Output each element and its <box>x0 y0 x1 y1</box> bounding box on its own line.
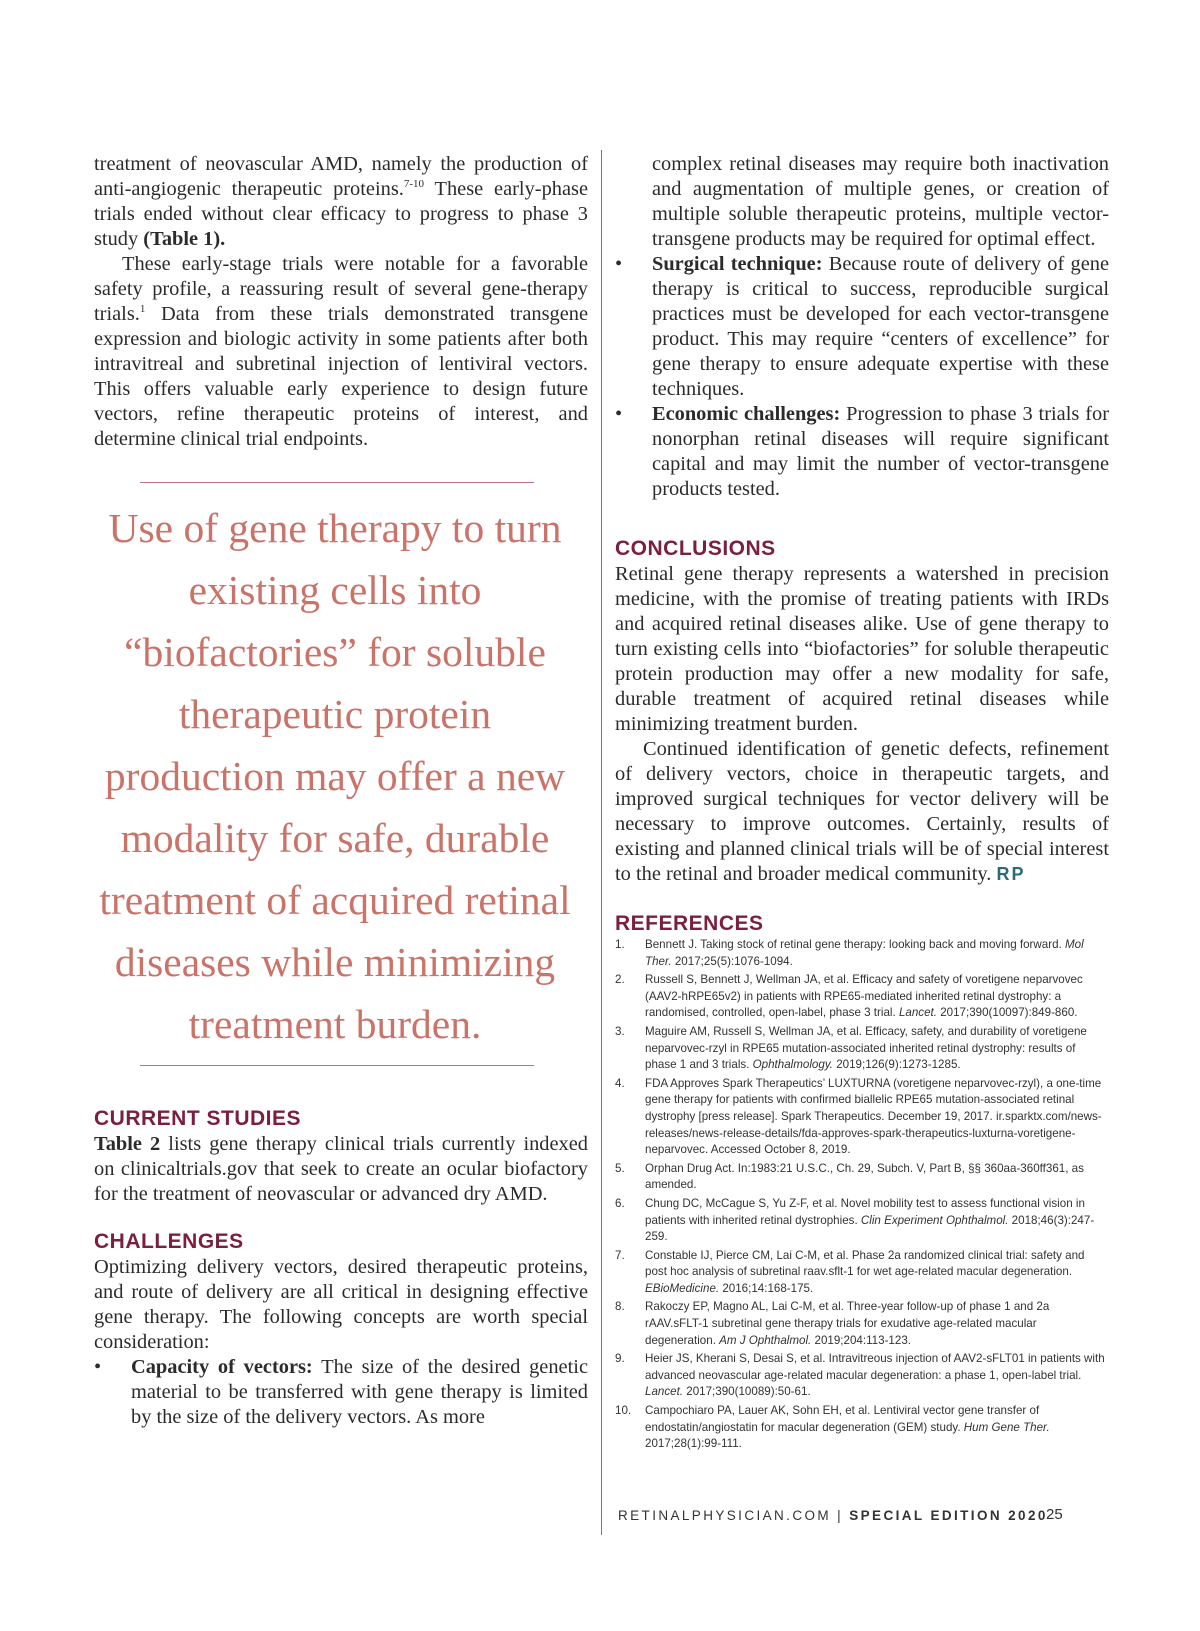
text-run: Russell S, Bennett J, Wellman JA, et al. Efficacy and safety of voretigene neparvovec (AAV2-hRPE65v2) in patients with RPE65-mediated inherited retinal dystrophy: a randomised, controlled, open-label, phase 3 trial. <box>645 973 1083 1020</box>
reference-number: 6. <box>615 1196 625 1210</box>
reference-item <box>615 1076 1109 1159</box>
references-list <box>615 937 1109 1453</box>
text-run: Optimizing delivery vectors, desired therapeutic proteins, and route of delivery are all critical in designing effective gene therapy. The following concepts are worth special consideration: <box>94 1256 588 1353</box>
text-run: Orphan Drug Act. In:1983:21 U.S.C., Ch. 29, Subch. V, Part B, §§ 360aa-360ff361, as amended. <box>645 1161 1084 1192</box>
paragraph <box>615 737 1109 887</box>
pull-quote: Use of gene therapy to turn existing cells into “biofactories” for soluble therapeutic protein production may offer a new modality for safe, durable treatment of acquired retinal diseases while minimizing treatment burden. <box>99 505 571 1047</box>
reference-text <box>645 1025 1087 1071</box>
reference-number: 9. <box>615 1352 625 1366</box>
text-run: These early-stage trials were notable for a favorable safety profile, a reassuring result of several gene-therapy trials. <box>94 253 588 325</box>
text-run: Heier JS, Kherani S, Desai S, et al. Intravitreous injection of AAV2-sFLT01 in patients with advanced neovascular age-related macular degeneration: a phase 1, open-label trial. <box>645 1352 1105 1382</box>
pull-quote-block <box>99 482 571 1066</box>
reference-item <box>615 972 1109 1022</box>
page-footer <box>618 1508 1048 1523</box>
list-item-text <box>131 1356 588 1428</box>
reference-text <box>645 1162 1084 1192</box>
text-run: Continued identification of genetic defects, refinement of delivery vectors, choice in therapeutic targets, and improved surgical techniques for vector delivery will be necessary to improve outcomes. Certainly, results of existing and planned clinical trials will be of special interest to the retinal and broader medical community. <box>615 738 1109 885</box>
page-number: 25 <box>1046 1506 1063 1523</box>
challenges-list-continued <box>615 152 1109 502</box>
reference-text <box>645 938 1084 968</box>
column-divider <box>601 150 602 1535</box>
reference-number: 1. <box>615 938 625 951</box>
reference-text <box>645 1249 1084 1295</box>
text-run: 2017;390(10089):50-61. <box>683 1385 811 1399</box>
pull-quote-bottom-rule <box>140 1065 534 1066</box>
reference-number: 4. <box>615 1076 625 1090</box>
challenges-list <box>94 1355 588 1430</box>
list-item <box>615 152 1109 252</box>
reference-item <box>615 937 1109 970</box>
journal-name: Am J Ophthalmol. <box>719 1333 812 1347</box>
reference-text <box>645 1404 1050 1450</box>
text-run: These early-phase trials ended without clear efficacy to progress to phase 3 study <box>94 178 588 250</box>
text-run: Constable IJ, Pierce CM, Lai C-M, et al. Phase 2a randomized clinical trial: safety and post hoc analysis of subretinal raav.sflt-1 for wet age-related macular degeneration. <box>645 1248 1085 1279</box>
citation-superscript: 1 <box>139 303 146 316</box>
bold-text: Economic challenges: <box>652 403 841 425</box>
text-run: complex retinal diseases may require both inactivation and augmentation of multiple genes, or creation of multiple soluble therapeutic proteins, multiple vector-transgene products may be required for optimal effect. <box>652 153 1109 250</box>
text-run: 2016;14:168-175. <box>719 1281 814 1295</box>
journal-name: Hum Gene Ther. <box>963 1420 1050 1434</box>
bold-text: Capacity of vectors: <box>131 1356 313 1378</box>
text-run: treatment of neovascular AMD, namely the production of anti-angiogenic therapeutic proteins. <box>94 153 588 200</box>
text-run: 2017;390(10097):849-860. <box>936 1006 1078 1020</box>
list-item-text <box>652 153 1109 250</box>
section-heading-conclusions: CONCLUSIONS <box>615 537 776 560</box>
reference-number: 5. <box>615 1161 625 1175</box>
list-item-text <box>652 403 1109 500</box>
paragraph <box>94 152 588 252</box>
left-column <box>94 152 588 1430</box>
journal-name: Lancet. <box>645 1385 684 1399</box>
journal-name: Clin Experiment Ophthalmol. <box>860 1213 1009 1227</box>
text-run: Progression to phase 3 trials for nonorphan retinal diseases will require significant capital and may limit the number of vector-transgene products tested. <box>652 403 1109 500</box>
journal-name: EBioMedicine. <box>645 1281 720 1295</box>
paragraph <box>94 1255 588 1355</box>
text-run: Chung DC, McCague S, Yu Z-F, et al. Novel mobility test to assess functional vision in patients with inherited retinal dystrophies. <box>645 1196 1085 1227</box>
footer-site: RETINALPHYSICIAN.COM | <box>618 1508 850 1523</box>
text-run: 2017;28(1):99-111. <box>645 1437 742 1451</box>
journal-name: Mol Ther. <box>645 938 1084 968</box>
section-heading-current-studies: CURRENT STUDIES <box>94 1107 302 1130</box>
text-run: 2017;25(5):1076-1094. <box>671 954 793 968</box>
list-item-text <box>652 253 1109 400</box>
section-heading-references: REFERENCES <box>615 912 764 935</box>
reference-item <box>615 1161 1109 1194</box>
text-run: 2019;126(9):1273-1285. <box>832 1058 961 1072</box>
journal-name: Lancet. <box>898 1006 937 1020</box>
reference-item <box>615 1403 1109 1453</box>
section-heading-challenges: CHALLENGES <box>94 1230 244 1253</box>
text-run: Bennett J. Taking stock of retinal gene therapy: looking back and moving forward. <box>645 938 1065 951</box>
paragraph <box>94 1132 588 1207</box>
reference-item <box>615 1299 1109 1349</box>
reference-number: 3. <box>615 1024 625 1038</box>
reference-number: 10. <box>615 1404 632 1418</box>
list-item <box>94 1355 588 1430</box>
text-run: Campochiaro PA, Lauer AK, Sohn EH, et al. Lentiviral vector gene transfer of endostatin/angiostatin for macular degeneration (GEM) study. <box>645 1404 1040 1434</box>
bullet-icon: • <box>94 1356 102 1378</box>
reference-number: 2. <box>615 973 625 987</box>
paragraph <box>94 252 588 452</box>
text-run: Maguire AM, Russell S, Wellman JA, et al. Efficacy, safety, and durability of voretigene neparvovec-rzyl in RPE65 mutation-associated inherited retinal dystrophy: results of phase 1 and 3 trials. <box>645 1024 1087 1072</box>
journal-name: Ophthalmology. <box>752 1058 833 1072</box>
text-run: Retinal gene therapy represents a watershed in precision medicine, with the promise of treating patients with IRDs and acquired retinal diseases alike. Use of gene therapy to turn existing cells into “biofactories” for soluble therapeutic protein production may offer a new modality for safe, durable treatment of acquired retinal diseases while minimizing treatment burden. <box>615 563 1109 735</box>
text-run: lists gene therapy clinical trials currently indexed on clinicaltrials.gov that seek to create an ocular biofactory for the treatment of neovascular or advanced dry AMD. <box>94 1133 588 1205</box>
bold-text: Surgical technique: <box>652 253 823 275</box>
footer-edition: SPECIAL EDITION 2020 <box>849 1508 1048 1523</box>
list-item <box>615 402 1109 502</box>
text-run: 2018;46(3):247-259. <box>645 1213 1095 1244</box>
reference-number: 8. <box>615 1300 625 1314</box>
bold-text: (Table 1). <box>143 228 226 250</box>
text-run: Data from these trials demonstrated transgene expression and biologic activity in some patients after both intravitreal and subretinal injection of lentiviral vectors. This offers valuable early experience to design future vectors, refine therapeutic proteins of interest, and determine clinical trial endpoints. <box>94 303 588 450</box>
right-column <box>615 152 1109 1455</box>
bullet-icon: • <box>615 403 623 425</box>
text-run: FDA Approves Spark Therapeutics’ LUXTURNA (voretigene neparvovec-rzyl), a one-time gene therapy for patients with confirmed biallelic RPE65 mutation-associated retinal dystrophy [press release]. Spark Therapeutics. December 19, 2017. ir.sparktx.com/news-releases/news-release-details/fda-approves-spark-therapeutics-luxturna-voretigene-neparvovec. Accessed October 8, 2019. <box>645 1076 1102 1157</box>
reference-number: 7. <box>615 1248 625 1262</box>
list-item <box>615 252 1109 402</box>
reference-item <box>615 1248 1109 1298</box>
reference-text <box>645 1077 1102 1156</box>
reference-item <box>615 1024 1109 1074</box>
reference-text <box>645 973 1083 1019</box>
paragraph-text <box>615 738 1109 885</box>
text-run: Rakoczy EP, Magno AL, Lai C-M, et al. Three-year follow-up of phase 1 and 2a rAAV.sFLT-1 subretinal gene therapy trials for exudative age-related macular degeneration. <box>645 1300 1050 1347</box>
bold-text: Table 2 <box>94 1133 161 1155</box>
reference-text <box>645 1300 1049 1346</box>
text-run: The size of the desired genetic material to be transferred with gene therapy is limited by the size of the delivery vectors. As more <box>131 1356 588 1428</box>
reference-item <box>615 1196 1109 1246</box>
rp-end-mark: RP <box>996 864 1026 884</box>
bullet-icon: • <box>615 253 623 275</box>
citation-superscript: 7-10 <box>403 178 425 191</box>
reference-item <box>615 1351 1109 1401</box>
text-run: Because route of delivery of gene therapy is critical to success, reproducible surgical practices must be developed for each vector-transgene product. This may require “centers of excellence” for gene therapy to ensure adequate expertise with these techniques. <box>652 253 1110 400</box>
paragraph <box>615 562 1109 737</box>
reference-text <box>645 1197 1094 1243</box>
reference-text <box>645 1352 1105 1398</box>
text-run: 2019;204:113-123. <box>811 1333 911 1347</box>
